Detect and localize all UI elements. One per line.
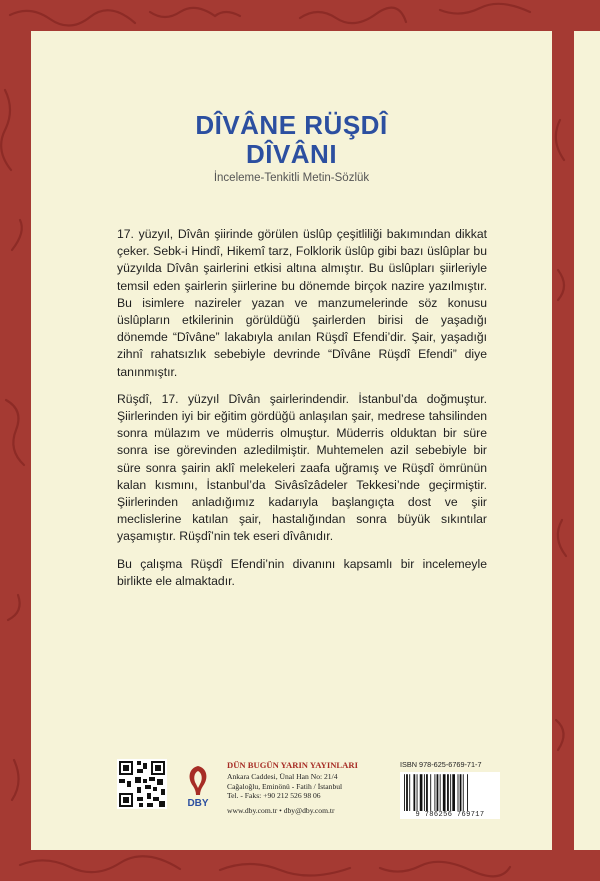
cover-footer xyxy=(31,756,552,836)
book-title-line1: DÎVÂNE RÜŞDÎ xyxy=(195,110,388,140)
dby-logo-icon xyxy=(181,762,215,810)
publisher-phone: Tel. - Faks: +90 212 526 98 06 xyxy=(227,791,321,801)
barcode-digits: 9 786256 769717 xyxy=(400,811,500,819)
book-title-line2: DÎVÂNI xyxy=(245,139,338,169)
qr-code-icon xyxy=(117,759,167,809)
publisher-web: www.dby.com.tr • dby@dby.com.tr xyxy=(227,805,335,815)
publisher-name: DÜN BUGÜN YARIN YAYINLARI xyxy=(227,760,358,770)
blurb-paragraph-3: Bu çalışma Rüşdî Efendi’nin divanını kapsamlı bir incelemeyle birlikte ele almaktadır. xyxy=(117,556,487,588)
blurb xyxy=(117,226,487,600)
logo-text: DBY xyxy=(187,798,209,809)
publisher-info xyxy=(227,760,397,815)
book-subtitle: İnceleme-Tenkitli Metin-Sözlük xyxy=(213,172,370,184)
barcode-icon xyxy=(400,772,500,816)
isbn-label: ISBN 978-625-6769-71-7 xyxy=(400,760,482,769)
back-cover-edge xyxy=(574,31,600,850)
blurb-paragraph-2: Rüşdî, 17. yüzyıl Dîvân şairlerindendir. İstanbul’da doğmuştur. Şiirlerinden iyi bir eğitim gördüğü anlaşılan şair, medrese tahsilinden sonra mülazım ve müderris olmuştur. Müderris olduktan bir süre sonra ise görevinden azledilmiştir. Muhtemelen azil sebebiyle bir süre sonra şairin aklî melekeleri zaafa uğramış ve Rüşdî ömrünün kalan kısmını, İstanbul’da Sivâsîzâdeler Tekkesi’nde geçirmiştir. Şiirlerinden anladığımız kadarıyla başlangıçta dost ve şiir meclislerine katılan şair, hastalığından sonra büyük sıkıntılar yaşamıştır. Rüşdî’nin tek eseri dîvânıdır. xyxy=(117,391,487,544)
cover-panel xyxy=(31,31,552,850)
publisher-address-2: Cağaloğlu, Eminönü - Fatih / İstanbul xyxy=(227,781,343,791)
publisher-address-1: Ankara Caddesi, Ünal Han No: 21/4 xyxy=(227,772,338,781)
isbn-block xyxy=(400,760,500,819)
blurb-paragraph-1: 17. yüzyıl, Dîvân şiirinde görülen üslûp çeşitliliği bakımından dikkat çeker. Sebk-i Hindî, Hikemî tarz, Folklorik üslûp gibi bazı üslûplar bu yüzyılda Dîvân şairlerini etkisi altına almıştır. Bu üslûpları şiirleriyle temsil eden şairlerin şiirlerine bu dönemde birçok nazire yazılmıştır. Bu isimlere nazireler yazan ve manzumelerinde söz konusu üslûpların etkilerinin görüldüğü şairlerden birisi de yaşadığı dönemde “Dîvâne” lakabıyla anılan Rüşdî Efendi’dir. Şair, yaşadığı zihnî rahatsızlık sebebiyle devrinde “Dîvâne Rüşdî Efendi” diye tanınmıştır. xyxy=(117,227,487,379)
